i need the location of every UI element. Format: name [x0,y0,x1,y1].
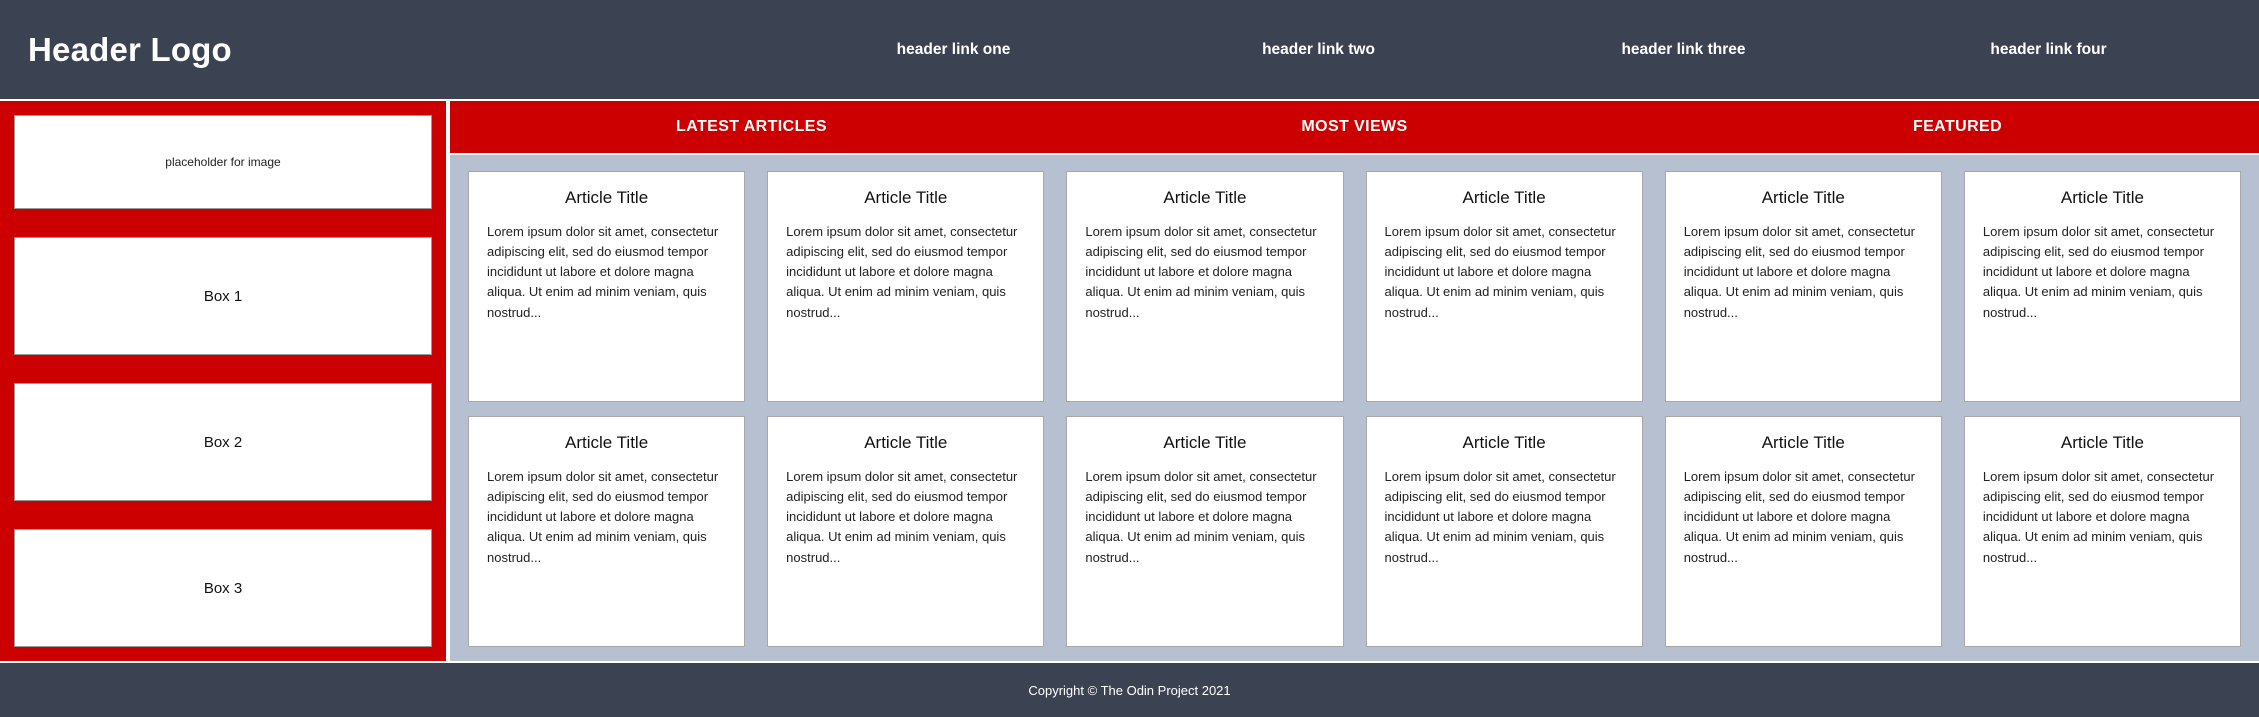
article-card[interactable] [1964,416,2241,647]
article-card[interactable] [468,416,745,647]
sidebar-box-1[interactable] [14,237,432,355]
article-card-body: Lorem ipsum dolor sit amet, consectetur adipiscing elit, sed do eiusmod tempor incididunt ut labore et dolore magna aliqua. Ut enim ad minim veniam, quis nostrud... [487,469,719,565]
article-card-title: Article Title [565,433,649,452]
header-link-four[interactable]: header link four [1990,40,2107,58]
article-card-title: Article Title [1462,188,1546,207]
article-card[interactable] [1066,171,1343,402]
article-card[interactable] [1665,171,1942,402]
article-card-body: Lorem ipsum dolor sit amet, consectetur adipiscing elit, sed do eiusmod tempor incididunt ut labore et dolore magna aliqua. Ut enim ad minim veniam, quis nostrud... [1384,469,1616,565]
header-nav [232,41,2231,59]
article-card-title: Article Title [1761,188,1845,207]
article-card-title: Article Title [1462,433,1546,452]
header-link-three[interactable]: header link three [1621,40,1746,58]
header-link-one[interactable]: header link one [896,40,1011,58]
article-card[interactable] [767,171,1044,402]
article-card-title: Article Title [2060,433,2145,452]
article-card[interactable] [1366,416,1643,647]
card-row-1 [468,171,2241,402]
sidebar-box-1-label: Box 1 [203,287,243,305]
article-card-body: Lorem ipsum dolor sit amet, consectetur adipiscing elit, sed do eiusmod tempor incididunt ut labore et dolore magna aliqua. Ut enim ad minim veniam, quis nostrud... [1683,224,1915,320]
article-card-body: Lorem ipsum dolor sit amet, consectetur adipiscing elit, sed do eiusmod tempor incididunt ut labore et dolore magna aliqua. Ut enim ad minim veniam, quis nostrud... [487,224,719,320]
article-card-title: Article Title [565,188,649,207]
tab-most-views[interactable]: MOST VIEWS [1301,118,1408,135]
article-card-body: Lorem ipsum dolor sit amet, consectetur adipiscing elit, sed do eiusmod tempor incididunt ut labore et dolore magna aliqua. Ut enim ad minim veniam, quis nostrud... [1982,224,2215,320]
tab-bar [450,101,2259,155]
body-wrapper [0,101,2259,661]
article-card[interactable] [1066,416,1343,647]
article-card-body: Lorem ipsum dolor sit amet, consectetur adipiscing elit, sed do eiusmod tempor incididunt ut labore et dolore magna aliqua. Ut enim ad minim veniam, quis nostrud... [1085,469,1317,565]
article-card-body: Lorem ipsum dolor sit amet, consectetur adipiscing elit, sed do eiusmod tempor incididunt ut labore et dolore magna aliqua. Ut enim ad minim veniam, quis nostrud... [1982,469,2215,565]
footer-copyright: Copyright © The Odin Project 2021 [1028,682,1231,698]
article-card[interactable] [1366,171,1643,402]
header-link-two[interactable]: header link two [1262,40,1375,58]
article-card-title: Article Title [1761,433,1845,452]
tab-featured[interactable]: FEATURED [1912,118,2003,135]
site-footer [0,661,2259,717]
article-card-title: Article Title [864,188,948,207]
sidebar [0,101,446,661]
card-row-2 [468,416,2241,647]
site-header [0,0,2259,101]
article-card[interactable] [767,416,1044,647]
header-logo: Header Logo [28,30,232,68]
article-card[interactable] [468,171,745,402]
sidebar-image-placeholder [14,115,432,209]
sidebar-image-placeholder-label: placeholder for image [165,155,281,169]
article-card-title: Article Title [1163,433,1247,452]
cards-area [450,155,2259,661]
article-card-title: Article Title [1163,188,1247,207]
article-card-body: Lorem ipsum dolor sit amet, consectetur adipiscing elit, sed do eiusmod tempor incididunt ut labore et dolore magna aliqua. Ut enim ad minim veniam, quis nostrud... [1384,224,1616,320]
article-card-body: Lorem ipsum dolor sit amet, consectetur adipiscing elit, sed do eiusmod tempor incididunt ut labore et dolore magna aliqua. Ut enim ad minim veniam, quis nostrud... [786,469,1018,565]
sidebar-box-3[interactable] [14,529,432,647]
tab-latest-articles[interactable]: LATEST ARTICLES [676,118,827,135]
article-card[interactable] [1964,171,2241,402]
article-card-body: Lorem ipsum dolor sit amet, consectetur adipiscing elit, sed do eiusmod tempor incididunt ut labore et dolore magna aliqua. Ut enim ad minim veniam, quis nostrud... [786,224,1018,320]
sidebar-box-2-label: Box 2 [203,433,243,451]
article-card[interactable] [1665,416,1942,647]
main-content [446,101,2259,661]
article-card-title: Article Title [2060,188,2145,207]
sidebar-box-2[interactable] [14,383,432,501]
sidebar-box-3-label: Box 3 [203,579,243,597]
article-card-title: Article Title [864,433,948,452]
article-card-body: Lorem ipsum dolor sit amet, consectetur adipiscing elit, sed do eiusmod tempor incididunt ut labore et dolore magna aliqua. Ut enim ad minim veniam, quis nostrud... [1085,224,1317,320]
article-card-body: Lorem ipsum dolor sit amet, consectetur adipiscing elit, sed do eiusmod tempor incididunt ut labore et dolore magna aliqua. Ut enim ad minim veniam, quis nostrud... [1683,469,1915,565]
